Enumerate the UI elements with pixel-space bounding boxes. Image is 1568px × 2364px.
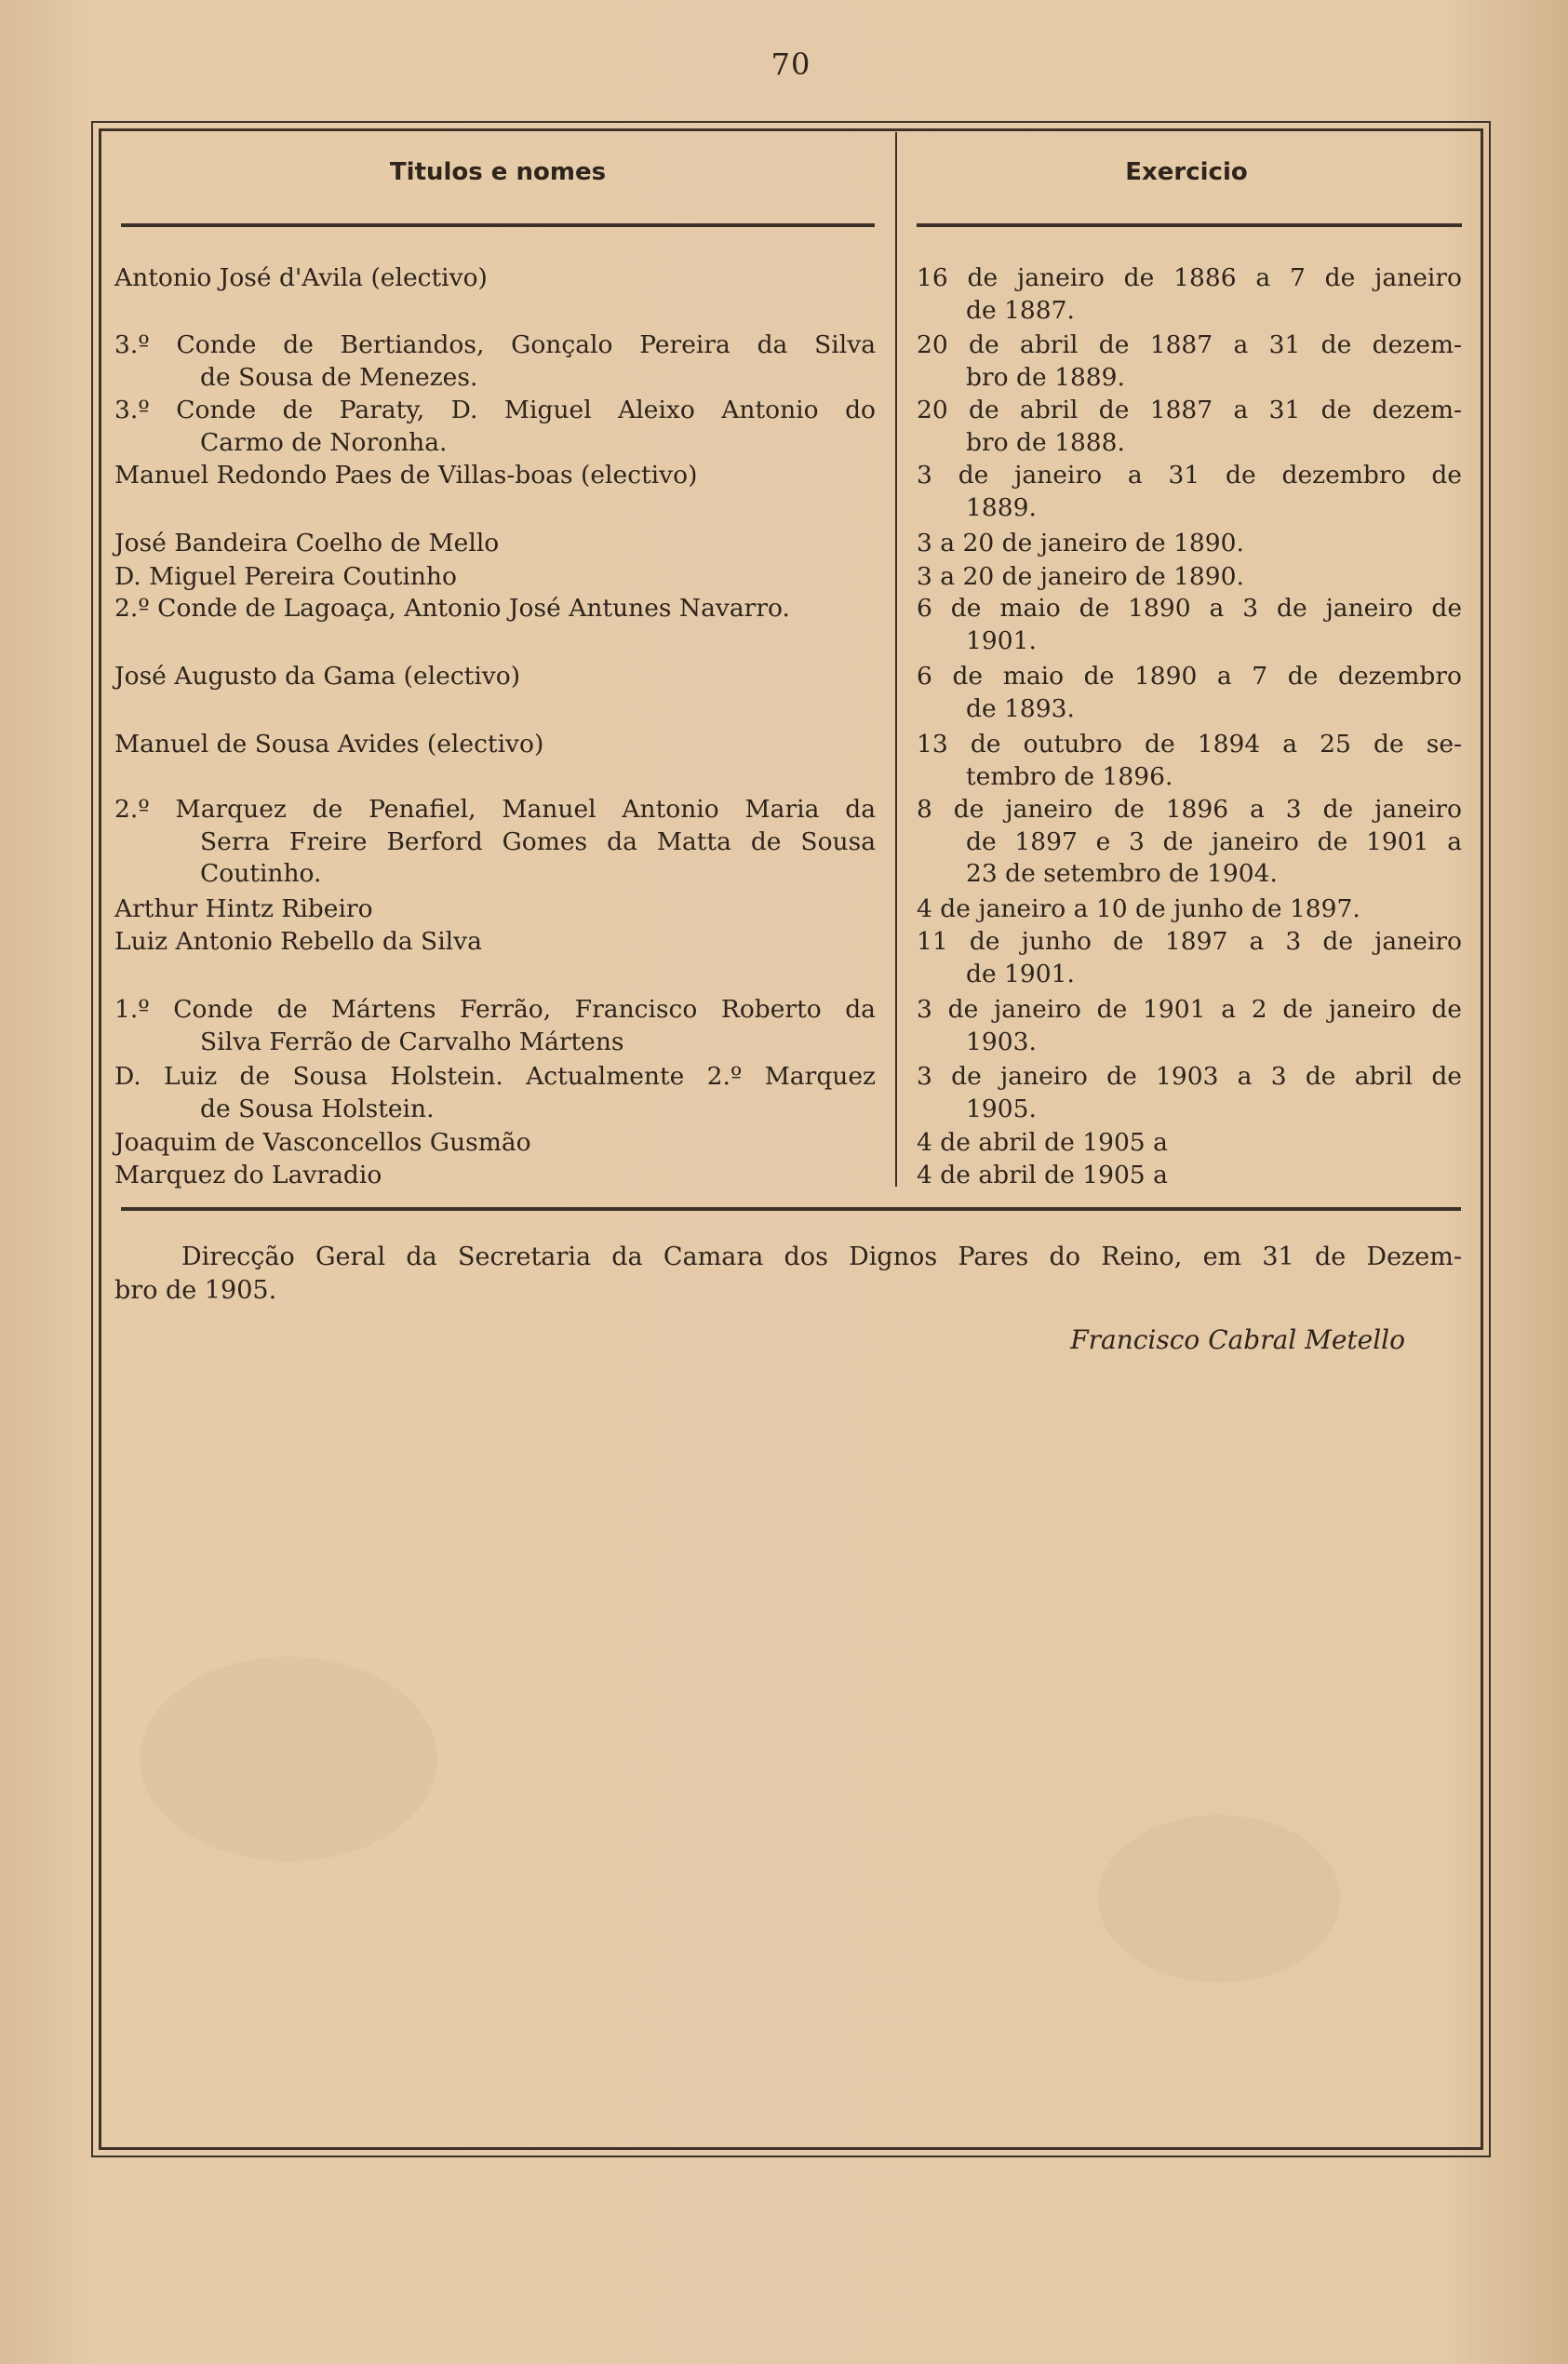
signature: Francisco Cabral Metello bbox=[1070, 1324, 1405, 1355]
name-text: Marquez do Lavradio bbox=[114, 1161, 382, 1189]
header-rule-right bbox=[917, 223, 1462, 227]
dot-leader bbox=[524, 661, 876, 693]
exercise-text: 4 de janeiro a 10 de junho de 1897. bbox=[917, 894, 1360, 923]
name-cell bbox=[114, 1061, 876, 1125]
name-text: José Augusto da Gama (electivo) bbox=[114, 662, 521, 691]
name-text: 2.º Marquez de Penafiel, Manuel Antonio Maria da bbox=[114, 795, 876, 824]
name-cell bbox=[114, 893, 876, 926]
exercise-text: 3 de janeiro a 31 de dezembro de bbox=[917, 461, 1462, 490]
name-cell bbox=[114, 395, 876, 459]
name-cell bbox=[114, 661, 876, 693]
exercise-text: 20 de abril de 1887 a 31 de dezem- bbox=[917, 330, 1462, 359]
name-text: 1.º Conde de Mártens Ferrão, Francisco Roberto da bbox=[114, 995, 876, 1024]
exercise-text: 1901. bbox=[966, 625, 1037, 655]
exercise-cell bbox=[917, 926, 1462, 990]
exercise-cell bbox=[917, 262, 1462, 327]
exercise-cell bbox=[917, 329, 1462, 394]
exercise-text: 3 a 20 de janeiro de 1890. bbox=[917, 562, 1244, 591]
name-cell bbox=[114, 1160, 876, 1192]
dot-leader bbox=[486, 926, 876, 959]
name-cell bbox=[114, 528, 876, 560]
dot-leader bbox=[535, 1127, 876, 1160]
name-text: 3.º Conde de Paraty, D. Miguel Aleixo Antonio do bbox=[114, 396, 876, 424]
exercise-text: 1905. bbox=[966, 1094, 1037, 1123]
name-cell bbox=[114, 1127, 876, 1160]
name-text: 3.º Conde de Bertiandos, Gonçalo Pereira da Silva bbox=[114, 330, 876, 359]
exercise-text: de 1893. bbox=[966, 693, 1075, 723]
exercise-cell bbox=[917, 561, 1462, 594]
exercise-text: 3 de janeiro de 1903 a 3 de abril de bbox=[917, 1062, 1462, 1091]
closing-line-1: Direcção Geral da Secretaria da Camara dos Dignos Pares do Reino, em 31 de Dezem- bbox=[181, 1242, 1462, 1271]
name-text: Manuel de Sousa Avides (electivo) bbox=[114, 730, 544, 759]
exercise-text: 8 de janeiro de 1896 a 3 de janeiro bbox=[917, 795, 1462, 824]
exercise-text: de 1901. bbox=[966, 959, 1075, 988]
exercise-text: 4 de abril de 1905 a bbox=[917, 1128, 1168, 1157]
name-text: Manuel Redondo Paes de Villas-boas (electivo) bbox=[114, 461, 698, 490]
exercise-cell bbox=[917, 395, 1462, 459]
exercise-text: tembro de 1896. bbox=[966, 761, 1173, 791]
exercise-cell bbox=[917, 1160, 1462, 1192]
exercise-cell bbox=[917, 661, 1462, 725]
name-text: Carmo de Noronha. bbox=[200, 427, 448, 457]
name-cell bbox=[114, 460, 876, 492]
name-text: D. Miguel Pereira Coutinho bbox=[114, 562, 457, 591]
closing-line-2: bro de 1905. bbox=[114, 1276, 277, 1305]
exercise-cell bbox=[917, 893, 1462, 926]
page-number: 70 bbox=[771, 47, 811, 82]
exercise-text: de 1887. bbox=[966, 295, 1075, 325]
header-titles-names: Titulos e nomes bbox=[389, 158, 607, 186]
name-cell bbox=[114, 994, 876, 1058]
exercise-text: 1903. bbox=[966, 1027, 1037, 1056]
name-text: Coutinho. bbox=[200, 859, 322, 888]
exercise-cell bbox=[917, 729, 1462, 793]
exercise-text: 6 de maio de 1890 a 7 de dezembro bbox=[917, 662, 1462, 691]
exercise-text: 1889. bbox=[966, 492, 1037, 522]
name-text: Silva Ferrão de Carvalho Mártens bbox=[200, 1027, 624, 1056]
exercise-cell bbox=[917, 593, 1462, 657]
name-text: 2.º Conde de Lagoaça, Antonio José Antunes Navarro. bbox=[114, 594, 790, 623]
dot-leader bbox=[503, 528, 876, 560]
exercise-cell bbox=[917, 528, 1462, 560]
name-text: José Bandeira Coelho de Mello bbox=[114, 529, 500, 557]
name-cell bbox=[114, 262, 876, 295]
exercise-text: 4 de abril de 1905 a bbox=[917, 1161, 1168, 1189]
name-text: Luiz Antonio Rebello da Silva bbox=[114, 927, 482, 956]
name-text: D. Luiz de Sousa Holstein. Actualmente 2.º Marquez bbox=[114, 1062, 876, 1091]
table-bottom-rule bbox=[121, 1207, 1461, 1211]
exercise-text: 20 de abril de 1887 a 31 de dezem- bbox=[917, 396, 1462, 424]
name-cell bbox=[114, 926, 876, 959]
name-text: de Sousa de Menezes. bbox=[200, 362, 478, 392]
name-cell bbox=[114, 729, 876, 761]
exercise-text: bro de 1889. bbox=[966, 362, 1125, 392]
column-divider bbox=[895, 132, 897, 1187]
exercise-text: 6 de maio de 1890 a 3 de janeiro de bbox=[917, 594, 1462, 623]
exercise-text: 23 de setembro de 1904. bbox=[966, 859, 1278, 888]
header-rule-left bbox=[121, 223, 875, 227]
exercise-cell bbox=[917, 1127, 1462, 1160]
exercise-text: 13 de outubro de 1894 a 25 de se- bbox=[917, 730, 1462, 759]
name-cell bbox=[114, 561, 876, 594]
name-cell bbox=[114, 593, 876, 625]
closing-statement bbox=[114, 1241, 1462, 1308]
dot-leader bbox=[461, 561, 876, 594]
dot-leader bbox=[547, 729, 876, 761]
exercise-text: 3 a 20 de janeiro de 1890. bbox=[917, 529, 1244, 557]
exercise-text: de 1897 e 3 de janeiro de 1901 a bbox=[966, 826, 1462, 856]
name-cell bbox=[114, 329, 876, 394]
dot-leader bbox=[701, 460, 876, 492]
dot-leader bbox=[491, 262, 876, 295]
header-exercise: Exercicio bbox=[1125, 158, 1248, 186]
exercise-text: 3 de janeiro de 1901 a 2 de janeiro de bbox=[917, 995, 1462, 1024]
exercise-cell bbox=[917, 994, 1462, 1058]
name-cell bbox=[114, 794, 876, 891]
exercise-cell bbox=[917, 1061, 1462, 1125]
exercise-text: 11 de junho de 1897 a 3 de janeiro bbox=[917, 927, 1462, 956]
dot-leader bbox=[628, 1027, 876, 1059]
exercise-text: bro de 1888. bbox=[966, 427, 1125, 457]
name-text: Joaquim de Vasconcellos Gusmão bbox=[114, 1128, 531, 1157]
exercise-cell bbox=[917, 460, 1462, 524]
name-text: Serra Freire Berford Gomes da Matta de Sousa bbox=[200, 826, 876, 856]
exercise-cell bbox=[917, 794, 1462, 891]
name-text: de Sousa Holstein. bbox=[200, 1094, 435, 1123]
name-text: Antonio José d'Avila (electivo) bbox=[114, 263, 488, 292]
dot-leader bbox=[377, 893, 876, 926]
dot-leader bbox=[385, 1160, 876, 1192]
exercise-text: 16 de janeiro de 1886 a 7 de janeiro bbox=[917, 263, 1462, 292]
name-text: Arthur Hintz Ribeiro bbox=[114, 894, 373, 923]
